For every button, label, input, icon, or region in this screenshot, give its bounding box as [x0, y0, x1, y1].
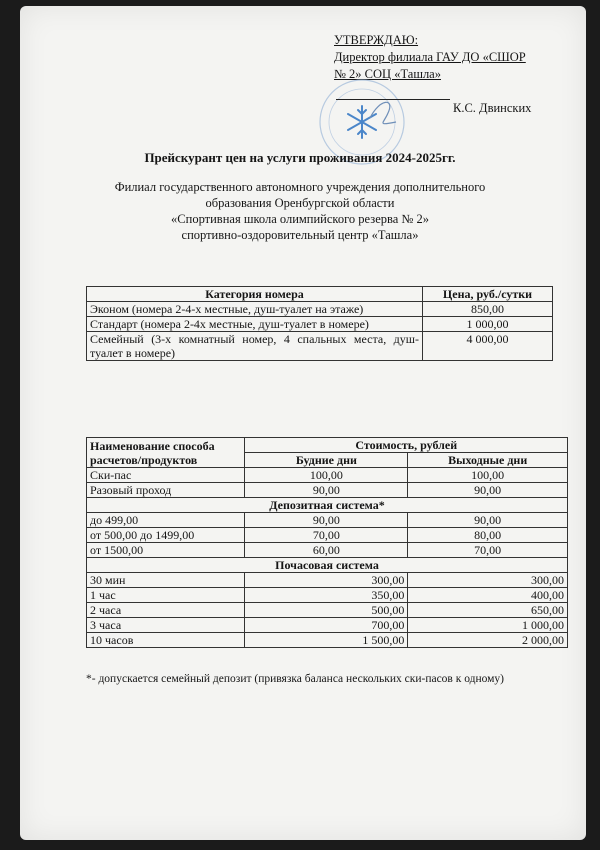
signature-line [336, 99, 450, 100]
table-row [87, 468, 568, 483]
footnote: *- допускается семейный депозит (привязка баланса нескольких ски-пасов к одному) [86, 673, 505, 685]
weekday-price: 350,00 [245, 588, 408, 603]
signer-name: К.С. Двинских [453, 101, 532, 115]
table-header-row [87, 287, 553, 302]
column-header-weekdays: Будние дни [245, 453, 408, 468]
table-row [87, 603, 568, 618]
table-row [87, 543, 568, 558]
table-row [87, 618, 568, 633]
organization-line: образования Оренбургской области [205, 196, 395, 210]
weekday-price: 60,00 [245, 543, 408, 558]
room-category: Эконом (номера 2-4-х местные, душ-туалет на этаже) [87, 302, 423, 317]
table-row [87, 332, 553, 361]
column-header-category: Категория номера [87, 287, 423, 302]
product-name: от 1500,00 [87, 543, 245, 558]
section-title-hourly: Почасовая система [87, 558, 568, 573]
room-price-table [86, 286, 553, 361]
table-row [87, 317, 553, 332]
weekend-price: 80,00 [408, 528, 568, 543]
weekend-price: 650,00 [408, 603, 568, 618]
weekend-price: 90,00 [408, 483, 568, 498]
table-row [87, 588, 568, 603]
table-header-row [87, 438, 568, 453]
product-name: Разовый проход [87, 483, 245, 498]
weekday-price: 500,00 [245, 603, 408, 618]
organization-block [0, 179, 600, 243]
approval-line-1: Директор филиала ГАУ ДО «СШОР [334, 50, 526, 64]
weekday-price: 100,00 [245, 468, 408, 483]
column-header-name: Наименование способа расчетов/продуктов [87, 438, 245, 468]
weekday-price: 90,00 [245, 513, 408, 528]
room-category: Стандарт (номера 2-4х местные, душ-туалет в номере) [87, 317, 423, 332]
organization-line: Филиал государственного автономного учреждения дополнительного [114, 180, 486, 194]
room-price: 4 000,00 [423, 332, 553, 361]
room-category: Семейный (3-х комнатный номер, 4 спальных места, душ-туалет в номере) [87, 332, 423, 361]
weekend-price: 90,00 [408, 513, 568, 528]
column-header-cost: Стоимость, рублей [245, 438, 568, 453]
weekday-price: 300,00 [245, 573, 408, 588]
product-name: 30 мин [87, 573, 245, 588]
section-row [87, 558, 568, 573]
product-name: 10 часов [87, 633, 245, 648]
approval-block [334, 32, 574, 83]
weekday-price: 700,00 [245, 618, 408, 633]
approval-heading: УТВЕРЖДАЮ: [334, 33, 419, 47]
product-name: до 499,00 [87, 513, 245, 528]
weekend-price: 70,00 [408, 543, 568, 558]
section-row [87, 498, 568, 513]
column-header-weekends: Выходные дни [408, 453, 568, 468]
table-row [87, 633, 568, 648]
column-header-price: Цена, руб./сутки [423, 287, 553, 302]
weekday-price: 1 500,00 [245, 633, 408, 648]
ski-price-table [86, 437, 568, 648]
weekday-price: 70,00 [245, 528, 408, 543]
organization-line: спортивно-оздоровительный центр «Ташла» [181, 228, 419, 242]
product-name: 3 часа [87, 618, 245, 633]
product-name: Ски-пас [87, 468, 245, 483]
product-name: от 500,00 до 1499,00 [87, 528, 245, 543]
weekend-price: 1 000,00 [408, 618, 568, 633]
table-row [87, 528, 568, 543]
weekend-price: 2 000,00 [408, 633, 568, 648]
table-row [87, 513, 568, 528]
table-row [87, 573, 568, 588]
product-name: 2 часа [87, 603, 245, 618]
product-name: 1 час [87, 588, 245, 603]
room-price: 1 000,00 [423, 317, 553, 332]
table-row [87, 302, 553, 317]
weekend-price: 100,00 [408, 468, 568, 483]
room-price: 850,00 [423, 302, 553, 317]
weekend-price: 400,00 [408, 588, 568, 603]
table-row [87, 483, 568, 498]
document-title: Прейскурант цен на услуги проживания 2024-2025гг. [144, 150, 456, 165]
weekend-price: 300,00 [408, 573, 568, 588]
section-title-deposit: Депозитная система* [87, 498, 568, 513]
approval-line-2: № 2» СОЦ «Ташла» [334, 67, 441, 81]
weekday-price: 90,00 [245, 483, 408, 498]
organization-line: «Спортивная школа олимпийского резерва № 2» [171, 212, 429, 226]
